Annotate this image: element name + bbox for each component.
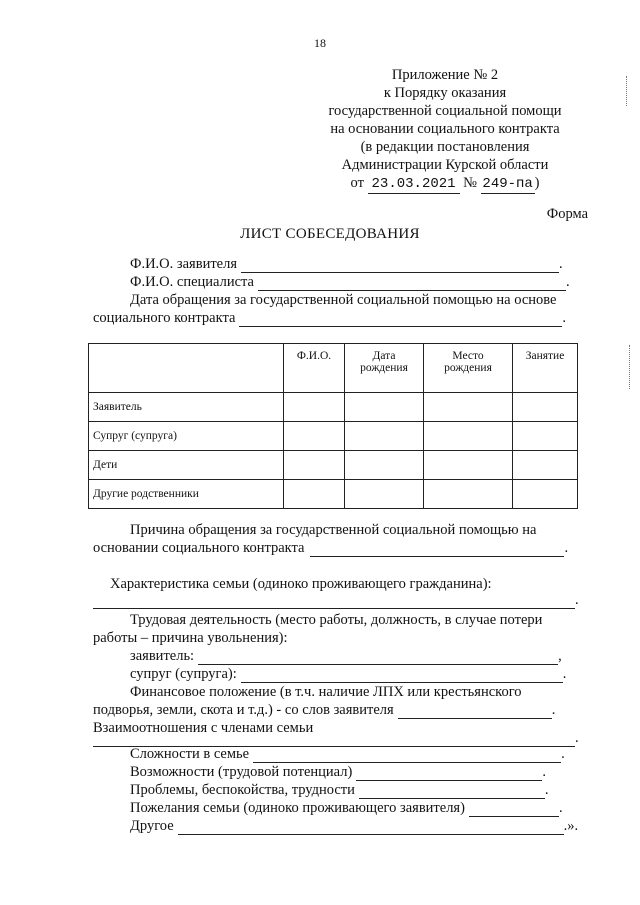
relations-field[interactable] — [93, 733, 575, 747]
row-label: Другие родственники — [89, 480, 284, 509]
table-cell[interactable] — [345, 480, 424, 509]
page-title: ЛИСТ СОБЕСЕДОВАНИЯ — [240, 226, 420, 242]
form-label: Форма — [546, 206, 588, 222]
work-spouse-row: супруг (супруга): . — [130, 666, 567, 682]
field-label: Причина обращения за государственной социальной помощью на — [130, 522, 537, 538]
reason-field[interactable] — [310, 543, 564, 557]
field-label: основании социального контракта — [93, 540, 305, 556]
table-cell[interactable] — [345, 393, 424, 422]
work-row-2: работы – причина увольнения): — [93, 630, 288, 646]
col-header-occupation: Занятие — [513, 344, 578, 393]
table-cell[interactable] — [424, 451, 513, 480]
table-cell[interactable] — [345, 422, 424, 451]
closing-paren: ) — [534, 175, 540, 191]
date-row-2: социального контракта . — [93, 310, 567, 326]
other-field[interactable] — [178, 821, 564, 835]
difficulties-row: Сложности в семье . — [130, 746, 565, 762]
scan-edge-mark — [629, 345, 634, 389]
row-label: Супруг (супруга) — [89, 422, 284, 451]
col-header-name: Ф.И.О. — [284, 344, 345, 393]
row-label: Дети — [89, 451, 284, 480]
potential-field[interactable] — [356, 767, 542, 781]
problems-row: Проблемы, беспокойства, трудности . — [130, 782, 549, 798]
reason-row-1 — [130, 522, 536, 539]
field-label: Ф.И.О. специалиста — [130, 274, 254, 290]
table-row — [89, 422, 578, 451]
table-row — [89, 480, 578, 509]
appeal-date-field[interactable] — [239, 313, 562, 327]
specialist-name-row: Ф.И.О. специалиста . — [130, 274, 570, 290]
table-row — [89, 451, 578, 480]
relations-field-row: . — [93, 730, 579, 747]
date-row-1 — [130, 292, 557, 309]
table-cell[interactable] — [513, 393, 578, 422]
appendix-date-line — [300, 174, 590, 194]
work-row-1: Трудовая деятельность (место работы, должность, в случае потери — [130, 612, 543, 628]
decree-date: 23.03.2021 — [368, 175, 460, 194]
appendix-line: к Порядку оказания — [383, 85, 507, 101]
finance-row-1: Финансовое положение (в т.ч. наличие ЛПХ или крестьянского — [130, 684, 522, 700]
finance-field[interactable] — [398, 705, 552, 719]
reason-row-2: основании социального контракта . — [93, 540, 569, 556]
table-cell[interactable] — [424, 422, 513, 451]
field-label: Дата обращения за государственной социальной помощью на основе — [130, 292, 557, 308]
family-field[interactable] — [93, 595, 575, 609]
table-cell[interactable] — [284, 393, 345, 422]
scan-edge-mark — [626, 76, 632, 106]
table-row — [89, 393, 578, 422]
potential-row: Возможности (трудовой потенциал) . — [130, 764, 546, 780]
table-cell[interactable] — [513, 480, 578, 509]
specialist-name-field[interactable] — [258, 277, 566, 291]
work-spouse-field[interactable] — [241, 669, 563, 683]
wishes-row: Пожелания семьи (одиноко проживающего заявителя) . — [130, 800, 563, 816]
table-cell[interactable] — [513, 451, 578, 480]
field-label: Ф.И.О. заявителя — [130, 256, 238, 272]
appendix-line: на основании социального контракта — [330, 121, 560, 137]
table-cell[interactable] — [284, 480, 345, 509]
problems-field[interactable] — [359, 785, 545, 799]
difficulties-field[interactable] — [253, 749, 561, 763]
appendix-line: Приложение № 2 — [391, 67, 499, 83]
appendix-block — [300, 66, 590, 194]
work-applicant-field[interactable] — [198, 651, 558, 665]
applicant-name-row: Ф.И.О. заявителя . — [130, 256, 563, 272]
table-cell[interactable] — [424, 480, 513, 509]
family-row: . — [93, 592, 579, 609]
table-cell[interactable] — [424, 393, 513, 422]
table-cell[interactable] — [284, 422, 345, 451]
end-mark: .». — [563, 818, 579, 834]
relations-row: Взаимоотношения с членами семьи — [93, 720, 314, 736]
decree-number: 249-па — [482, 176, 533, 192]
family-heading: Характеристика семьи (одиноко проживающего гражданина): — [110, 576, 492, 592]
table-cell[interactable] — [284, 451, 345, 480]
number-prefix: № — [463, 175, 478, 191]
finance-row-2: подворья, земли, скота и т.д.) - со слов заявителя . — [93, 702, 556, 718]
col-header-birth-place: Место рождения — [424, 344, 513, 393]
appendix-line: Администрации Курской области — [341, 157, 549, 173]
wishes-field[interactable] — [469, 803, 559, 817]
appendix-line: (в редакции постановления — [360, 139, 530, 155]
table-cell[interactable] — [513, 422, 578, 451]
table-header-row — [89, 344, 578, 393]
appendix-line: государственной социальной помощи — [328, 103, 562, 119]
date-prefix: от — [350, 175, 364, 191]
row-label: Заявитель — [89, 393, 284, 422]
work-applicant-row: заявитель: , — [130, 648, 562, 664]
other-row: Другое .». — [130, 818, 579, 834]
family-table — [88, 343, 578, 509]
field-label: социального контракта — [93, 310, 236, 326]
applicant-name-field[interactable] — [241, 259, 559, 273]
page-number: 18 — [314, 36, 326, 50]
col-header-birth-date: Дата рождения — [345, 344, 424, 393]
table-cell[interactable] — [345, 451, 424, 480]
